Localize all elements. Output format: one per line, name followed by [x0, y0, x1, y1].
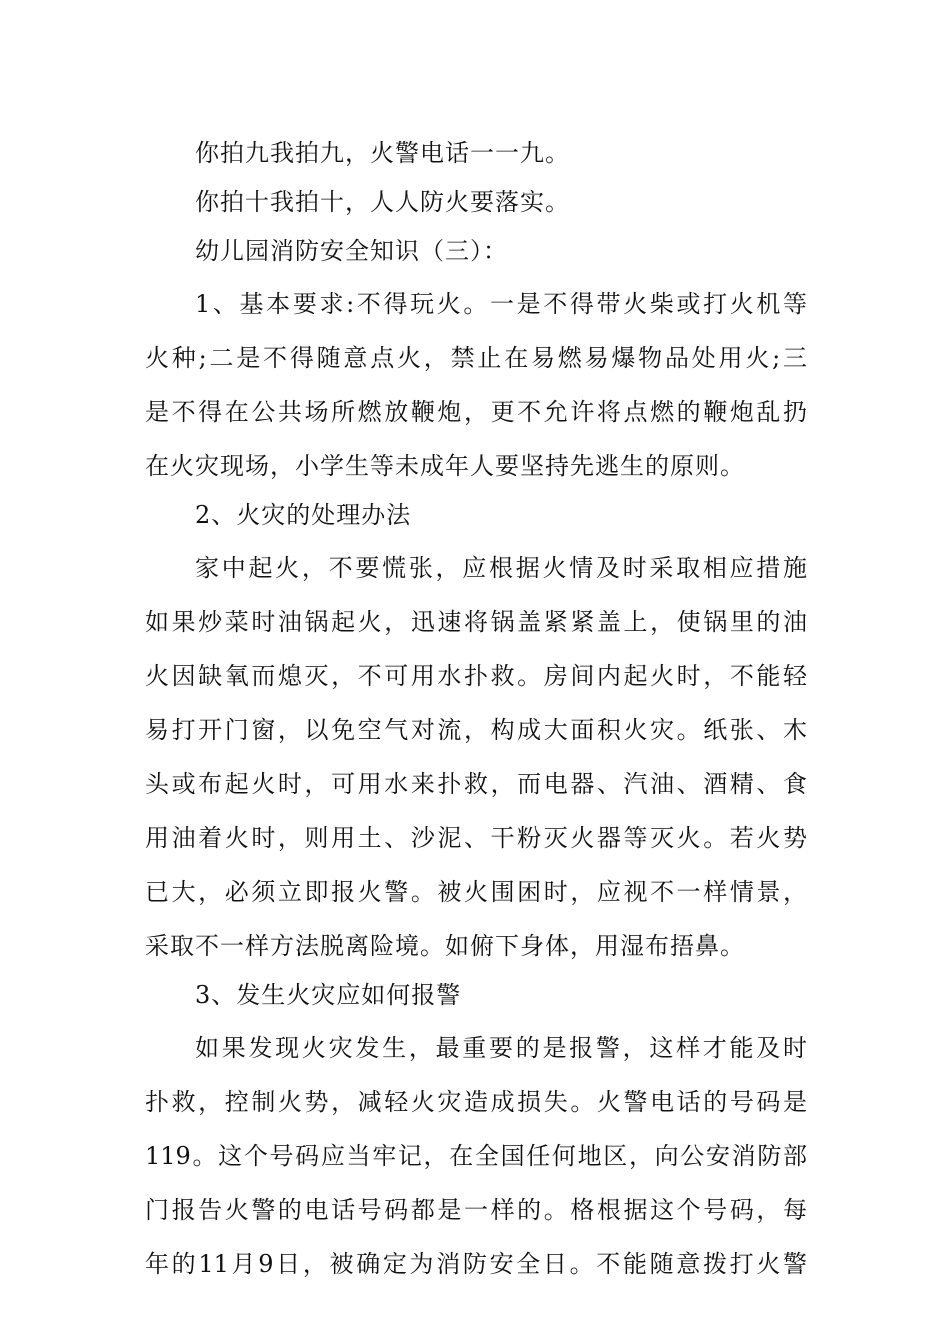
- section-heading-three: 幼儿园消防安全知识（三）：: [195, 237, 508, 265]
- paragraph-report-line-2: 扑救，控制火势，减轻火灾造成损失。火警电话的号码是: [145, 1088, 807, 1116]
- paragraph-report-line-4: 门报告火警的电话号码都是一样的。格根据这个号码，每: [145, 1196, 807, 1224]
- paragraph-report-line-1: 如果发现火灾发生，最重要的是报警，这样才能及时: [195, 1034, 807, 1062]
- subheading-fire-handling: 2、火灾的处理办法: [195, 501, 412, 529]
- document-body: [145, 131, 807, 1287]
- rhyme-line-ten: 你拍十我拍十，人人防火要落实。: [195, 188, 570, 216]
- paragraph-fire-handling-line-2: 如果炒菜时油锅起火，迅速将锅盖紧紧盖上，使锅里的油: [145, 608, 807, 636]
- paragraph-fire-handling-line-7: 已大，必须立即报火警。被火围困时，应视不一样情景，: [145, 878, 807, 906]
- paragraph-report-line-3: 119。这个号码应当牢记，在全国任何地区，向公安消防部: [145, 1142, 807, 1170]
- paragraph-fire-handling-line-8: 采取不一样方法脱离险境。如俯下身体，用湿布捂鼻。: [145, 932, 745, 960]
- paragraph-basic-requirements-line-2: 火种;二是不得随意点火，禁止在易燃易爆物品处用火;三: [145, 344, 807, 372]
- paragraph-fire-handling-line-6: 用油着火时，则用土、沙泥、干粉灭火器等灭火。若火势: [145, 824, 807, 852]
- paragraph-fire-handling-line-4: 易打开门窗，以免空气对流，构成大面积火灾。纸张、木: [145, 716, 807, 744]
- paragraph-fire-handling-line-5: 头或布起火时，可用水来扑救，而电器、汽油、酒精、食: [145, 770, 807, 798]
- paragraph-fire-handling-line-3: 火因缺氧而熄灭，不可用水扑救。房间内起火时，不能轻: [145, 662, 807, 690]
- paragraph-basic-requirements-line-4: 在火灾现场，小学生等未成年人要坚持先逃生的原则。: [145, 452, 745, 480]
- paragraph-basic-requirements-line-1: 1、基本要求:不得玩火。一是不得带火柴或打火机等: [195, 290, 807, 318]
- subheading-how-to-report: 3、发生火灾应如何报警: [195, 981, 462, 1009]
- paragraph-basic-requirements-line-3: 是不得在公共场所燃放鞭炮，更不允许将点燃的鞭炮乱扔: [145, 398, 807, 426]
- paragraph-report-line-5: 年的11月9日，被确定为消防安全日。不能随意拨打火警: [145, 1250, 807, 1278]
- paragraph-fire-handling-line-1: 家中起火，不要慌张，应根据火情及时采取相应措施: [195, 554, 807, 582]
- rhyme-line-nine: 你拍九我拍九，火警电话一一九。: [195, 139, 570, 167]
